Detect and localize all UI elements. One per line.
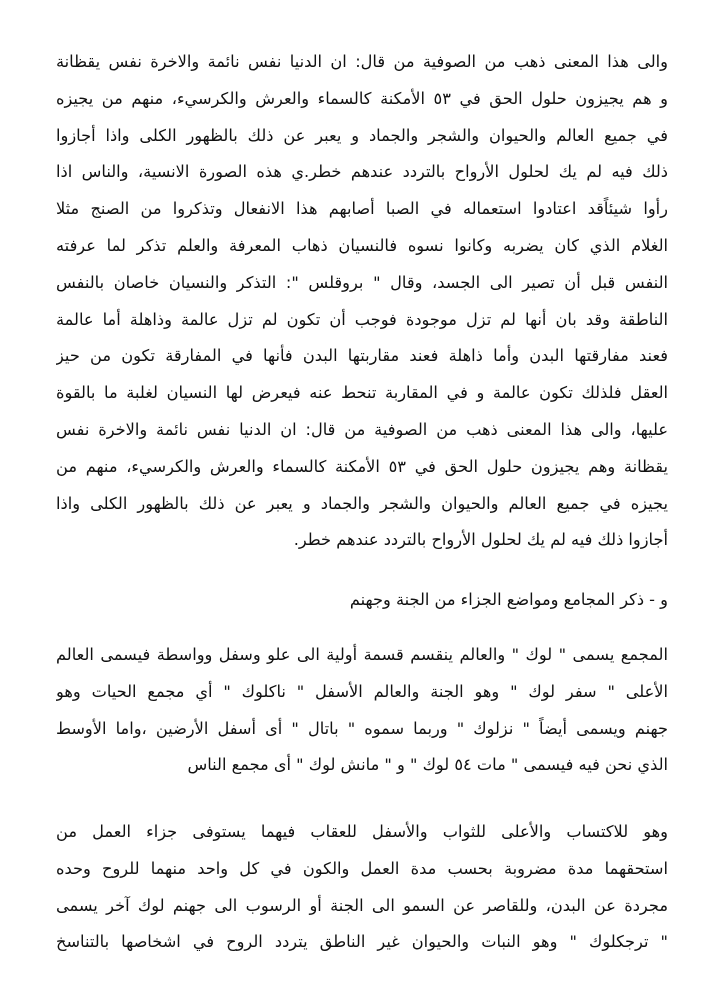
text-line: في جميع العالم والحيوان والشجر والجماد و يعبر عن ذلك بالظهور الكلى واذا أجازوا [56,125,668,145]
text-line: الأعلى " سفر لوك " وهو الجنة والعالم الأسفل " ناكلوك " أي مجمع الحيات وهو [56,681,668,701]
text-line: و هم يجيزون حلول الحق في ٥٣ الأمكنة كالسماء والعرش والكرسيء، منهم من يجيزه [56,88,668,108]
text-line: يجيزه في جميع العالم والحيوان والشجر والجماد و يعبر عن ذلك بالظهور الكلى واذا [56,493,668,513]
section-heading-text: و - ذكر المجامع ومواضع الجزاء من الجنة وجهنم [349,590,668,609]
section-heading [56,582,668,619]
text-line: النفس قبل أن تصير الى الجسد، وقال " بروقلس ": التذكر والنسيان خاصان بالنفس [56,272,668,292]
text-line: ذلك فيه لم يك لحلول الأرواح بالتردد عندهم خطر.ي هذه الصورة الانسية، والناس اذا [56,162,668,182]
text-line: يقظانة وهم يجيزون حلول الحق في ٥٣ الأمكنة كالسماء والعرش والكرسيء، منهم من [56,456,668,476]
text-line: فعند مفارقتها البدن وأما ذاهلة فعند مقاربتها البدن فأنها في المفارقة تكون من حيز [56,346,668,366]
text-line: والى هذا المعنى ذهب من الصوفية من قال: ان الدنيا نفس نائمة والاخرة نفس يقظانة [56,52,668,71]
text-line: أجازوا ذلك فيه لم يك لحلول الأرواح بالتردد عندهم خطر. [293,530,668,550]
text-line: العقل فلذلك تكون عالمة و في المقاربة تنحط عنه فيعرض لها النسيان لغلبة ما بالقوة [56,383,668,403]
text-line: " ترجكلوك " وهو النبات والحيوان غير الناطق يتردد الروح في اشخاصها بالتناسخ [56,932,668,952]
paragraph-2 [56,637,668,784]
text-line: المجمع يسمى " لوك " والعالم ينقسم قسمة أولية الى علو وسفل وواسطة فيسمى العالم [56,645,668,664]
paragraph-3 [56,814,668,961]
text-line: الغلام الذي كان يضربه وكانوا نسوه فالنسيان ذهاب المعرفة والعلم تذكر لما عرفته [56,235,668,255]
text-line: وهو للاكتساب والأعلى للثواب والأسفل للعقاب فيهما يستوفى جزاء العمل من [56,822,668,841]
text-line: استحقهما مدة مضروبة بحسب مدة العمل والكون في كل واحد منهما للروح وحده [56,858,668,878]
text-line: عليها، والى هذا المعنى ذهب من الصوفية من قال: ان الدنيا نفس نائمة والاخرة نفس [56,419,668,439]
text-line: رأوا شيئاًقد اعتادوا استعماله في الصبا أصابهم هذا الانفعال وتذكروا من الصنج مثلا [56,199,668,219]
text-line: الذي نحن فيه فيسمى " مات ٥٤ لوك " و " مانش لوك " أى مجمع الناس [187,755,668,775]
paragraph-1 [56,44,668,559]
text-line: الناطقة وقد بان أنها لم تزل موجودة فوجب أن تكون لم تزل عالمة وذاهلة أما عالمة [56,309,668,329]
text-line: جهنم ويسمى أيضاً " نزلوك " وربما سموه " باتال " أى أسفل الأرضين ،واما الأوسط [56,718,668,738]
text-line: مجردة عن البدن، وللقاصر عن السمو الى الجنة أو الرسوب الى جهنم لوك آخر يسمى [56,895,668,915]
